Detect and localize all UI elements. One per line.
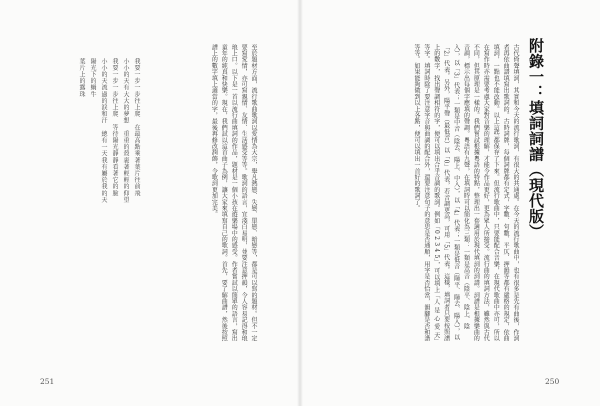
lyrics-line: 我要一步一步往上爬 在最高點乘著葉片往前飛 [133,58,140,197]
lyrics-line: 我要一步一步往上爬 等待陽光靜靜看著它的臉 [111,58,118,197]
chapter-title: 附錄一：填詞詞譜（現代版） [527,38,545,240]
lyrics-line: 小小的天流過的淚和汗 總有一天我有屬於我的天 [100,58,107,204]
lyrics-line: 陽光下的蝸牛 [89,58,96,204]
lyrics-block [58,58,142,258]
page-number-right: 250 [545,377,560,386]
left-page-body: 至於題材方面，流行歌曲歌詞以愛情為大宗，舉凡熱戀、失戀、單戀、暗戀等，都是可以寫的題材。但不一定要寫愛情，亦可寫親情、友情、生活感受等等。歌詞的語言，宜淺白易明，並要注意押韻，令人容易記得和琅琅上口。以下是一首以流行曲填詞的作品，題材是一個小孩在遊樂場中的感受。作者嘗試以簡單的語言，寫出童年的純真和快樂。現在，我們試以這首曲子為例，讓大家來填寫自己的歌詞。首先，要了解曲譜，然後按照譜上的數字填上適當的字，最後再修改潤飾，令歌詞更加完美。 [210,44,257,342]
page-number-left: 251 [40,377,55,386]
book-gutter [297,0,303,406]
lyrics-line: 小小的天有大大的夢想 重重的殼裹著輕輕的仰望 [122,58,129,204]
right-page-body: 古代倚聲填詞，其實和今天的流行歌詞，有很大的共通處。在今天的流行歌曲中，也有很多是先有曲後，作詞者再依曲譜填寫出歌詞的。古時詞牌，每個詞牌都有定式，字數、句數、平仄、押韻等都有嚴格的規定，依曲填詞，一點也不能改動。以上這些都保存了下來。但流行歌曲中，只要能配合音樂，在現代歌曲中亦可，所以在寫作時亦需要考慮大家對音樂的理解，才能令作品更好，更為眾人所接受。流行曲的填詞方法，雖然與古代不同，但其原理是一樣的。我們嘗試根據粵語的特點，整理出一套適用於現代填詞的詞譜。詞譜是根據樂曲的音調，標示出每個字應填的聲調。粵語有九聲，在填詞時可以簡化為三類：一類是高音（陰平、陰上、陰入），以「3」代表；一類是中音（陰去、陽上、中入），以「4」代表；一類是低音（陽平、陽去、陽入），以「2」代表。另外，陽平聲（最低音）以「0」代表，若音調更高，可用「5」代表。這樣，填詞者只要按照譜上的數字，找出聲調相符的字，便可以填出合乎音調的歌詞。例如「0 2 3 4 5」，可以填上「人 是 心 愛 天」等字。填詞時除了要注意字音與曲調的配合外，還要注意句子的意思是否通順，用字是否恰當，韻腳是否和諧等等。如果能夠做到以上各點，便可以填出一首好的歌詞了。 [412,44,519,342]
lyrics-line: 葉片上的露珠 [78,58,85,204]
